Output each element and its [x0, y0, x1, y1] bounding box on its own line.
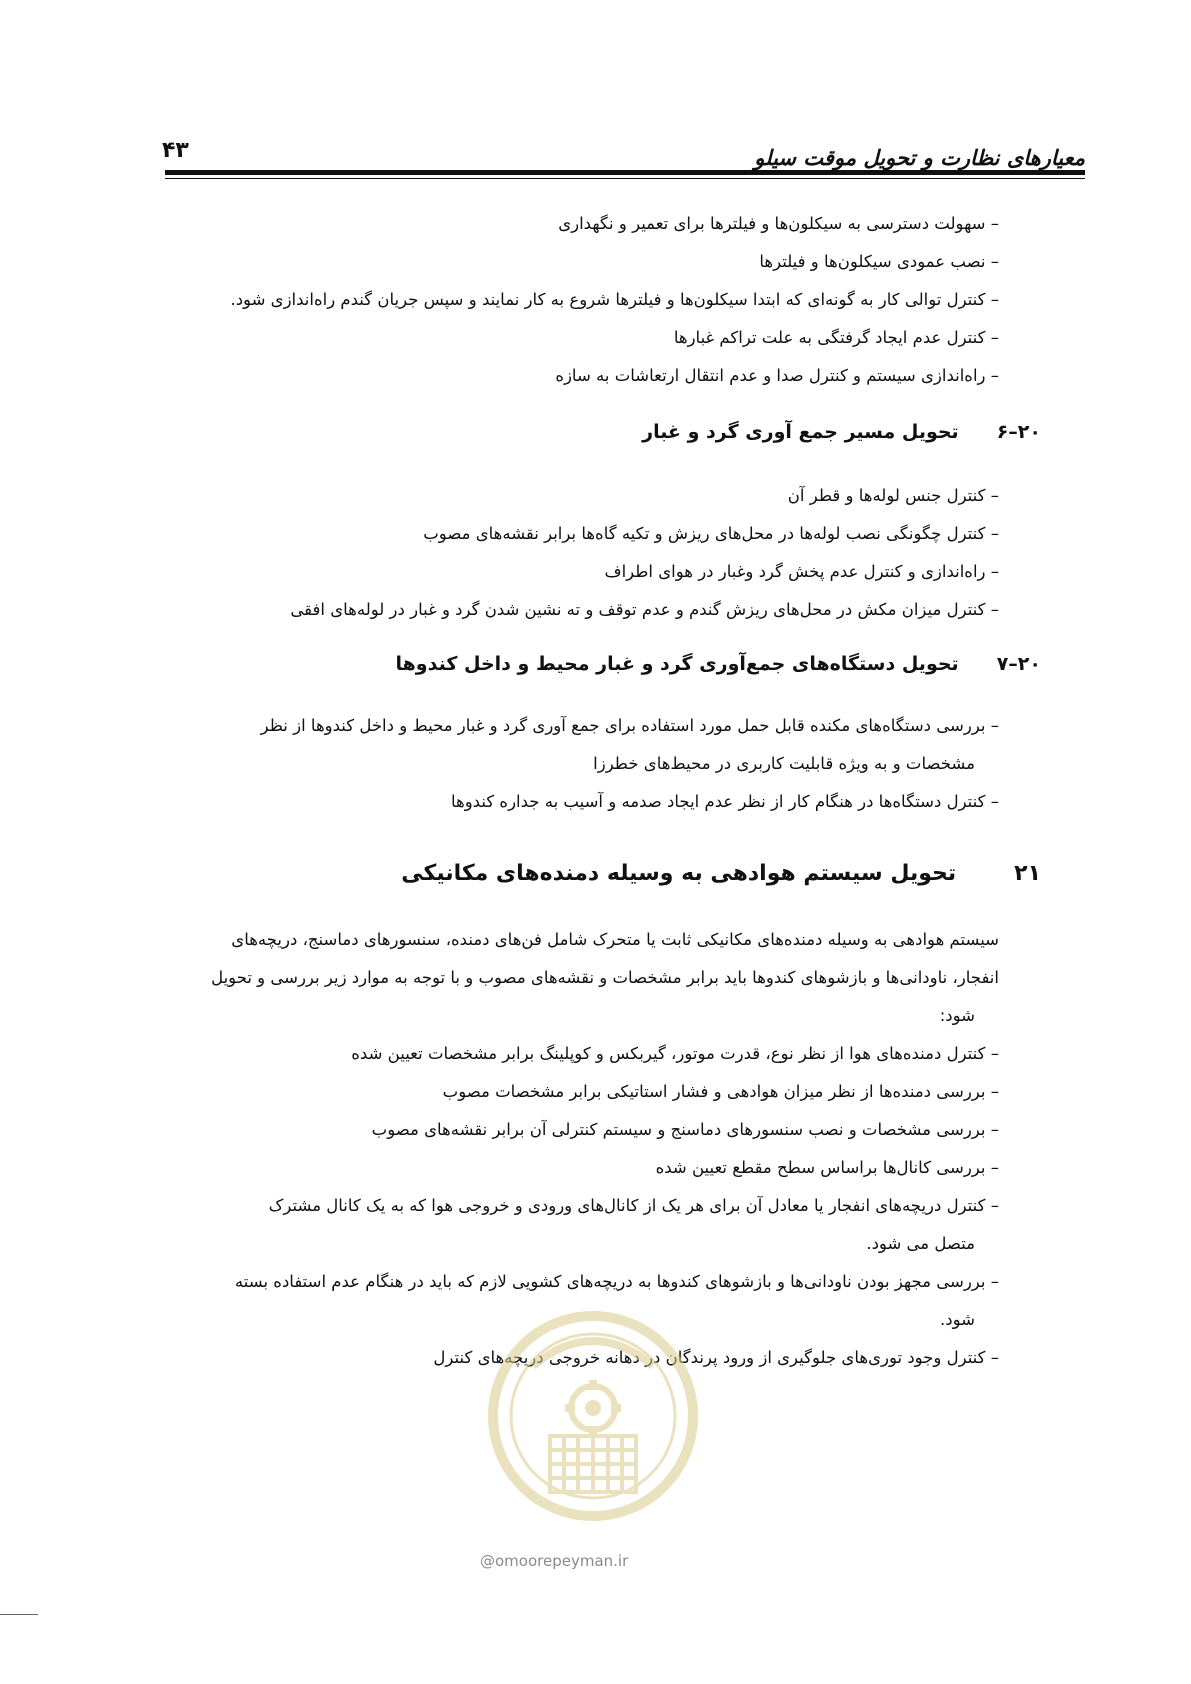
header-title: معیارهای نظارت و تحویل موقت سیلو [754, 146, 1085, 170]
section-20-6-item: – کنترل جنس لوله‌ها و قطر آن [787, 486, 999, 505]
section-20-6-title: تحویل مسیر جمع آوری گرد و غبار [642, 421, 959, 443]
section-21-title: تحویل سیستم هوادهی به وسیله دمنده‌های مکانیکی [401, 861, 957, 886]
section-21-item: – بررسی کانال‌ها براساس سطح مقطع تعیین شده [655, 1158, 999, 1177]
watermark-url: @omoorepeyman.ir [480, 1552, 629, 1570]
section-21-item: – بررسی مجهز بودن ناودانی‌ها و بازشوهای کندوها به دریچه‌های کشویی لازم که باید در هنگام عدم استفاده بسته [234, 1272, 999, 1291]
section-21-item: – بررسی مشخصات و نصب سنسورهای دماسنج و سیستم کنترلی آن برابر نقشه‌های مصوب [371, 1120, 999, 1139]
section-21-heading [401, 860, 1041, 888]
intro-item: – راه‌اندازی سیستم و کنترل صدا و عدم انتقال ارتعاشات به سازه [555, 366, 999, 385]
intro-item: – نصب عمودی سیکلون‌ها و فیلترها [759, 252, 999, 271]
section-20-7-heading [396, 650, 1042, 678]
section-20-6-item: – کنترل میزان مکش در محل‌های ریزش گندم و عدم توقف و ته نشین شدن گرد و غبار در لوله‌های افقی [290, 600, 999, 619]
header-rule-thick [165, 170, 1085, 175]
section-20-7-item-continuation: مشخصات و به ویژه قابلیت کاربری در محیط‌های خطرزا [593, 754, 975, 773]
intro-item: – کنترل توالی کار به گونه‌ای که ابتدا سیکلون‌ها و فیلترها شروع به کار نمایند و سپس جریان گندم راه‌اندازی شود. [230, 290, 999, 309]
section-21-paragraph-line: شود: [939, 1006, 975, 1025]
header-rule-thin [165, 178, 1085, 179]
section-20-6-item: – راه‌اندازی و کنترل عدم پخش گرد وغبار در هوای اطراف [604, 562, 999, 581]
section-21-item-continuation: شود. [940, 1310, 975, 1329]
section-20-6-heading [642, 418, 1041, 446]
section-21-item: – بررسی دمنده‌ها از نظر میزان هوادهی و فشار استاتیکی برابر مشخصات مصوب [442, 1082, 999, 1101]
intro-item: – سهولت دسترسی به سیکلون‌ها و فیلترها برای تعمیر و نگهداری [558, 214, 999, 233]
section-21-item: – کنترل دمنده‌های هوا از نظر نوع، قدرت موتور، گیربکس و کوپلینگ برابر مشخصات تعیین شده [351, 1044, 999, 1063]
section-21-number: ۲۱ [1014, 861, 1041, 886]
section-20-6-item: – کنترل چگونگی نصب لوله‌ها در محل‌های ریزش و تکیه گاه‌ها برابر نقشه‌های مصوب [423, 524, 999, 543]
intro-item: – کنترل عدم ایجاد گرفتگی به علت تراکم غبارها [673, 328, 999, 347]
section-20-6-number: ۲۰–۶ [996, 421, 1041, 443]
section-20-7-title: تحویل دستگاه‌های جمع‌آوری گرد و غبار محیط و داخل کندوها [395, 653, 959, 675]
section-21-item-continuation: متصل می شود. [866, 1234, 975, 1253]
watermark-logo-icon [478, 1296, 708, 1536]
section-20-7-item: – بررسی دستگاه‌های مکنده قابل حمل مورد استفاده برای جمع آوری گرد و غبار محیط و داخل کندوها از نظر [260, 716, 999, 735]
section-21-paragraph-line: انفجار، ناودانی‌ها و بازشوهای کندوها باید برابر مشخصات و نقشه‌های مصوب و با توجه به موارد زیر بررسی و تحویل [211, 968, 999, 987]
section-21-item: – کنترل وجود توری‌های جلوگیری از ورود پرندگان در دهانه خروجی دریچه‌های کنترل [433, 1348, 999, 1367]
section-21-paragraph-line: سیستم هوادهی به وسیله دمنده‌های مکانیکی ثابت یا متحرک شامل فن‌های دمنده، سنسورهای دماسنج، دریچه‌های [231, 930, 999, 949]
corner-dash [0, 1614, 38, 1615]
page-number: ۴۳ [162, 138, 189, 163]
section-20-7-number: ۲۰–۷ [996, 653, 1041, 675]
section-20-7-item: – کنترل دستگاه‌ها در هنگام کار از نظر عدم ایجاد صدمه و آسیب به جداره کندوها [450, 792, 999, 811]
section-21-item: – کنترل دریچه‌های انفجار یا معادل آن برای هر یک از کانال‌های ورودی و خروجی هوا که به یک کانال مشترک [268, 1196, 999, 1215]
